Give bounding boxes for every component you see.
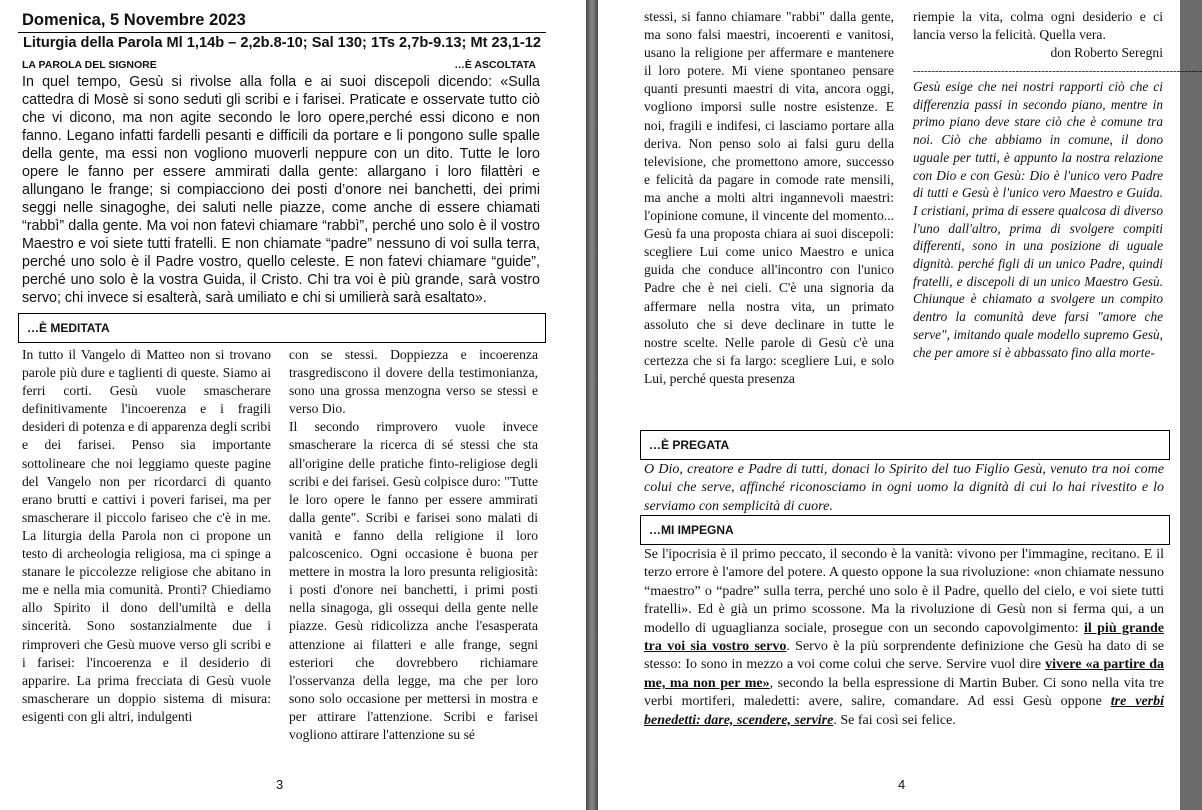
commit-underlined-1: il più grande tra voi sia vostro servo — [644, 620, 1164, 655]
meditation-column-2 — [289, 346, 538, 744]
meditation-col2-p1: con se stessi. Doppiezza e incoerenza trasgrediscono il dovere della testimonianza, sono una grossa menzogna verso se stessi e verso Dio. — [289, 347, 538, 417]
meditated-heading-box — [18, 313, 546, 343]
reflection-column-2 — [913, 8, 1202, 80]
author-signature: don Roberto Seregni — [1050, 45, 1163, 61]
page-right — [598, 0, 1202, 810]
meditation-column-1 — [22, 346, 271, 726]
commit-heading: …MI IMPEGNA — [649, 523, 734, 537]
date-heading: Domenica, 5 Novembre 2023 — [22, 11, 246, 29]
meditation-col2-p2: Il secondo rimprovero vuole invece smascherare la ricerca di sé stessi che sta all'origine delle pratiche finto-religiose degli scribi e dei farisei. Gesù colpisce duro: "Tutte le loro opere le fanno per essere ammirati dalla gente". Scribi e farisei sono malati di vanità e fanno della religione il loro palcoscenico. Ogni occasione è buona per mettere in mostra la loro presunta religiosità: i posti d'onore nei banchetti, i primi posti nella sinagoga, gli ossequi della gente nelle piazze. Gesù ridicolizza anche l'esasperata attenzione ai filatteri e alle frange, segni esteriori che dovrebbero richiamare l'osservanza della legge, ma che per loro sono solo occasione per mettersi in mostra e per attirare l'attenzione. Scribi e farisei vogliono attirare l'attenzione su sé — [289, 419, 538, 742]
prayed-heading-box — [640, 430, 1170, 460]
commit-heading-box — [640, 515, 1170, 545]
section-word-of-lord: LA PAROLA DEL SIGNORE — [22, 59, 157, 71]
reflection-column-1 — [644, 8, 894, 388]
liturgy-heading: Liturgia della Parola Ml 1,14b – 2,2b.8-10; Sal 130; 1Ts 2,7b-9.13; Mt 23,1-12 — [18, 32, 546, 51]
page-number-right: 4 — [898, 777, 906, 792]
reflection-col1-text: stessi, si fanno chiamare "rabbi" dalla gente, ma sono falsi maestri, incoerenti e vanitosi, usano la religione per affermare e mantenere il loro potere. Mi viene spontaneo pensare quanti presunti maestri di vita, ancora oggi, vogliono imporsi sulle nostre esistenze. E noi, fragili e indifesi, ci lasciamo portare alla deriva. Non penso solo ai falsi guru della televisione, che promettono amore, successo e felicità da pagare in comode rate mensili, ma anche a molti altri ingannevoli maestri: l'opinione comune, il vincente del momento... Gesù fa una proposta chiara ai suoi discepoli: scegliere Lui come unico Maestro e unica guida che conduce all'incontro con l'unico Padre che è nei cieli. C'è una signoria da affermare nella nostra vita, un primato assoluto che si deve declinare in tutte le nostre scelte. Nelle parole di Gesù c'è una certezza che si fa largo: scegliere Lui, e solo Lui, perché questa presenza — [644, 9, 894, 386]
page-left — [0, 0, 586, 810]
prayed-heading: …È PREGATA — [649, 438, 730, 452]
commit-part-d: . Se fai così sei felice. — [833, 712, 956, 728]
page-number-left: 3 — [276, 777, 284, 792]
commit-part-a: Se l'ipocrisia è il primo peccato, il secondo è la vanità: vivono per l'immagine, recitano. E il terzo errore è l'amore del potere. A questo oppone la sua rivoluzione: «non chiamate nessuno “maestro” o “padre” sulla terra, perché uno solo è il Padre, quello del cielo, e voi siete tutti fratelli». Ed è già un primo scossone. Ma la rivoluzione di Gesù non si ferma qui, a un modello di uguaglianza sociale, prosegue con un secondo capovolgimento: — [644, 547, 1164, 636]
commitment-text — [644, 546, 1164, 730]
commit-part-c: , secondo la bella espressione di Martin Buber. Ci sono nella vita tre verbi mortiferi, maledetti: avere, salire, comandare. Ad essi Gesù oppone — [644, 675, 1164, 710]
section-listened: …È ASCOLTATA — [454, 59, 536, 71]
commit-part-b: . Servo è la più sorprendente definizione che Gesù ha dato di se stesso: Io sono in mezzo a voi come colui che serve. Servire vuol dire — [644, 639, 1164, 673]
commit-underlined-2: vivere «a partire da me, ma non per me» — [644, 657, 1164, 691]
meditation-col1-text: In tutto il Vangelo di Matteo non si trovano parole più dure e taglienti di queste. Siamo ai ferri corti. Gesù vuole smascherare definitivamente l'incoerenza e i fragili desideri di potenza e di apparenza degli scribi e dei farisei. Penso sia importante sottolineare che noi leggiamo queste pagine del Vangelo non per ricordarci di quanto erano brutti e cattivi i poveri farisei, ma per smascherare il piccolo fariseo che c'è in me. La liturgia della Parola non ci propone un testo di archeologia religiosa, ma ci spinge a stanare le piccolezze religiose che abitano in me e nella mia comunità. Pronti? Chiediamo allo Spirito il dono dell'umiltà e della sincerità. Sono sostanzialmente due i rimproveri che Gesù muove verso gli scribi e i farisei: l'incoerenza e il desiderio di apparire. La prima frecciata di Gesù vuole smascherare un doppio sistema di misura: esigenti con gli altri, indulgenti — [22, 347, 271, 724]
commit-underlined-3: tre verbi benedetti: dare, scendere, servire — [644, 694, 1164, 728]
page-gutter — [586, 0, 598, 810]
italic-quote: Gesù esige che nei nostri rapporti ciò che ci differenzia passi in secondo piano, mentre in primo piano deve stare ciò che è comune tra noi. Ciò che abbiamo in comune, il dono uguale per tutti, è appunto la nostra relazione con Dio e con Gesù: Dio è l'unico vero Padre di tutti e Gesù è l'unico vero Maestro e Guida. I cristiani, prima di essere qualcosa di diverso l'uno dall'altro, prima di svolgere compiti differenti, sono in una posizione di uguale dignità. perché figli di un unico Padre, quindi fratelli, e discepoli di un unico Maestro Gesù. Chiunque è chiamato a svolgere un compito dentro la comunità deve farsi "amore che serve", imitando quale modello supremo Gesù, che per amore si è abbassato fino alla morte- — [913, 79, 1163, 360]
reflection-col2-text: riempie la vita, colma ogni desiderio e ci lancia verso la felicità. Quella vera. — [913, 9, 1163, 43]
gospel-text: In quel tempo, Gesù si rivolse alla folla e ai suoi discepoli dicendo: «Sulla cattedra di Mosè si sono seduti gli scribi e i farisei. Praticate e osservate tutto ciò che vi dicono, ma non agite secondo le loro opere,perché essi dicono e non fanno. Legano infatti fardelli pesanti e difficili da portare e li pongono sulle spalle della gente, ma essi non vogliono muoverli neppure con un dito. Tutte le loro opere le fanno per essere ammirati dalla gente: allargano i loro filattèri e allungano le frange; si compiacciono dei posti d’onore nei banchetti, dei primi seggi nelle sinagoghe, dei saluti nelle piazze, come anche di essere chiamati “rabbì” dalla gente. Ma voi non fatevi chiamare “rabbì”, perché uno solo è il vostro Maestro e voi siete tutti fratelli. E non chiamate “padre” nessuno di voi sulla terra, perché uno solo è il Padre vostro, quello celeste. E non fatevi chiamare “guide”, perché uno solo è la vostra Guida, il Cristo. Chi tra voi è più grande, sarà vostro servo; chi invece si esalterà, sarà umiliato e chi si umilierà sarà esaltato». — [22, 74, 540, 306]
prayer-text: O Dio, creatore e Padre di tutti, donaci lo Spirito del tuo Figlio Gesù, venuto tra noi come colui che serve, affinché riconosciamo in ogni uomo la dignità di cui lo hai rivestito e lo serviamo con semplicità di cuore. — [644, 462, 1164, 514]
section-header-row — [22, 59, 536, 71]
meditated-heading: …È MEDITATA — [27, 321, 110, 335]
dash-separator: ------------------------------------------------------------------------------- — [913, 65, 1202, 78]
